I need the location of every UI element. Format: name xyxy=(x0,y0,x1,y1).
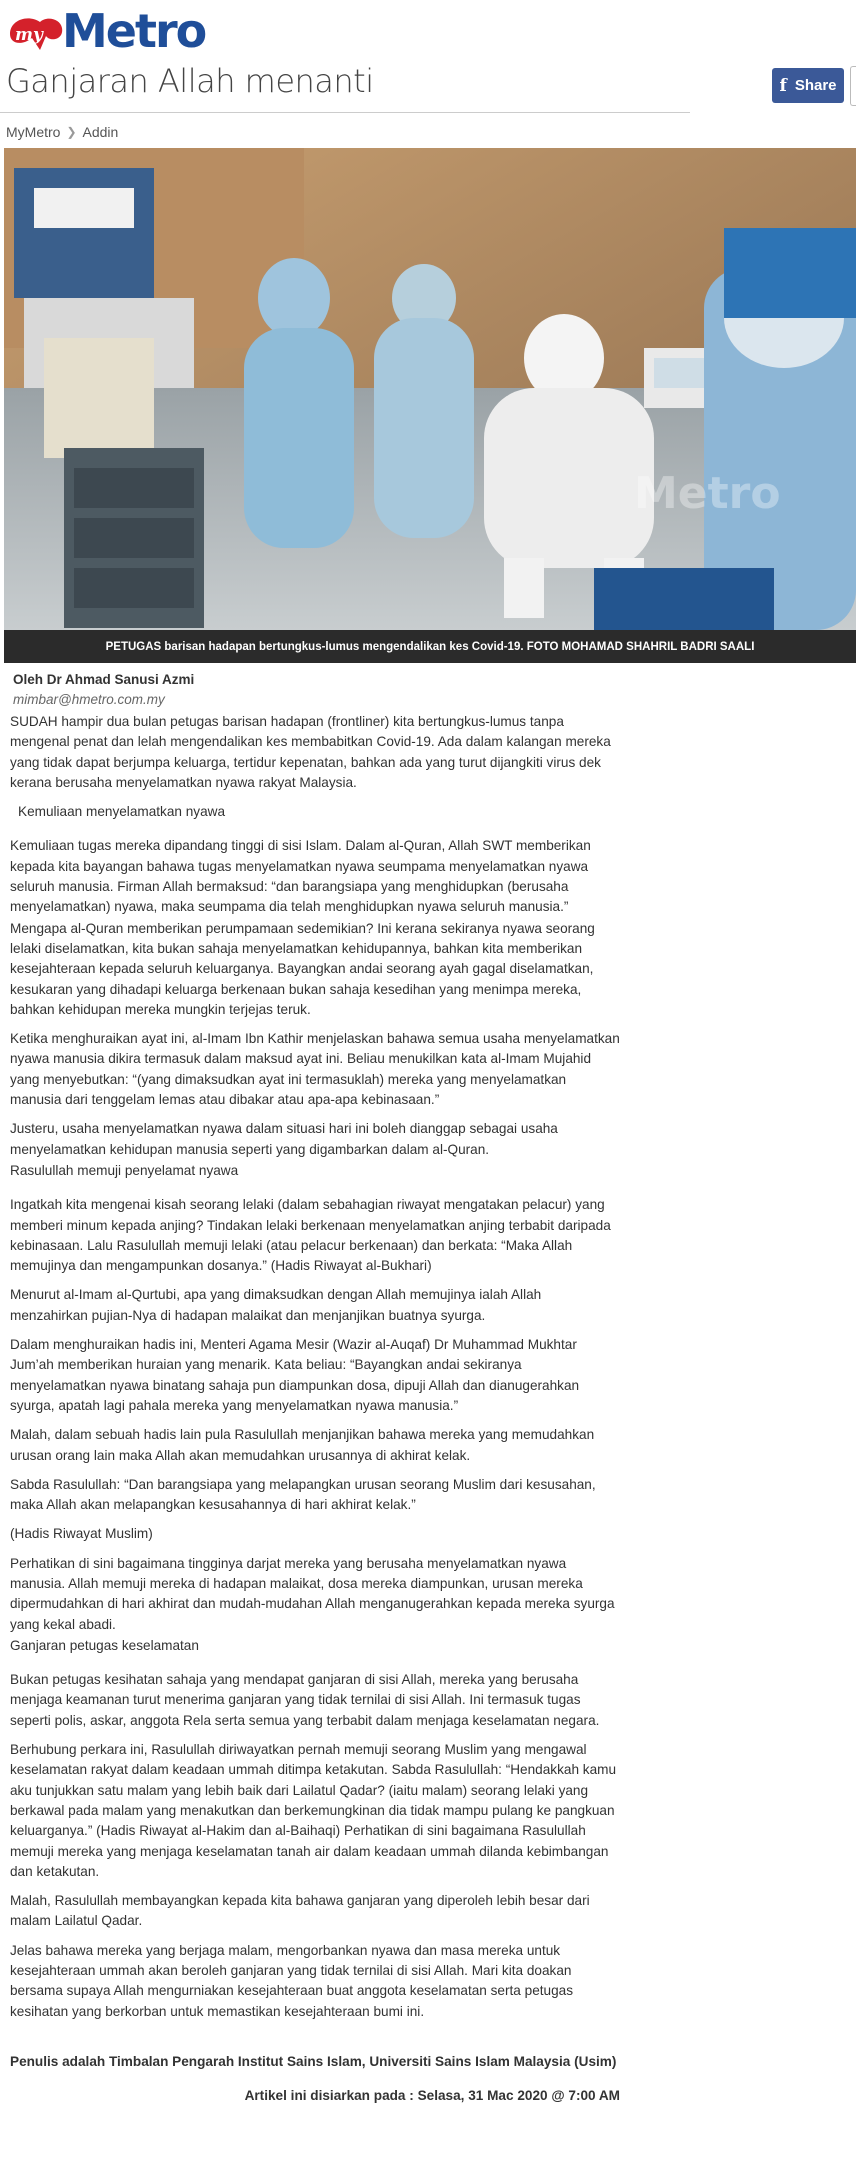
paragraph: Kemuliaan tugas mereka dipandang tinggi di sisi Islam. Dalam al-Quran, Allah SWT memberikan kepada kita bayangan bahawa tugas menyelamatkan nyawa seumpama menyelamatkan nyawa seluruh manusia. Firman Allah bermaksud: “dan barangsiapa yang menghidupkan (berusaha menyelamatkan) nyawa, maka seumpama dia telah menghidupkan nyawa seluruh manusia.” xyxy=(10,838,591,915)
paragraph: Justeru, usaha menyelamatkan nyawa dalam situasi hari ini boleh dianggap sebagai usaha menyelamatkan kehidupan manusia seperti yang digambarkan dalam al-Quran. xyxy=(10,1121,558,1157)
article-title: Ganjaran Allah menanti xyxy=(6,62,374,100)
chevron-right-icon: ❯ xyxy=(66,125,77,139)
logo-name: Metro xyxy=(62,4,206,58)
article-body xyxy=(10,670,620,2103)
facebook-icon: f xyxy=(779,75,787,96)
paragraph: Dalam menghuraikan hadis ini, Menteri Agama Mesir (Wazir al-Auqaf) Dr Muhammad Mukhtar Jum’ah memberikan huraian yang menarik. Kata beliau: “Bayangkan andai sekiranya menyelamatkan nyawa binatang sahaja pun diampunkan dosa, dipuji Allah dan dianugerahkan syurga, apatah lagi pahala mereka yang menyelamatkan nyawa manusia.” xyxy=(10,1337,580,1413)
breadcrumb-home[interactable]: MyMetro xyxy=(6,124,61,140)
paragraph: Menurut al-Imam al-Qurtubi, apa yang dimaksudkan dengan Allah memujinya ialah Allah menzahirkan pujian-Nya di hadapan malaikat dan menjanjikan buatnya syurga. xyxy=(10,1287,542,1323)
more-share-button[interactable] xyxy=(850,66,856,106)
paragraph: Malah, dalam sebuah hadis lain pula Rasulullah menjanjikan bahawa mereka yang memudahkan urusan orang lain maka Allah akan memudahkan urusannya di akhirat kelak. xyxy=(10,1427,595,1463)
photo-watermark: Metro xyxy=(634,468,781,519)
mymetro-logo[interactable] xyxy=(6,6,205,56)
paragraph: Malah, Rasulullah membayangkan kepada kita bahawa ganjaran yang diperoleh lebih besar dari malam Lailatul Qadar. xyxy=(10,1893,590,1929)
paragraph: Berhubung perkara ini, Rasulullah diriwayatkan pernah memuji seorang Muslim yang mengawal keselamatan rakyat dalam keadaan ummah ditimpa ketakutan. Sabda Rasulullah: “Hendakkah kamu aku tunjukkan satu malam yang lebih baik dari Lailatul Qadar? (iaitu malam) seorang lelaki yang berkawal pada malam yang menakutkan dan berkemungkinan dia tidak mampu pulang ke pangkuan keluarganya.” (Hadis Riwayat al-Hakim dan al-Baihaqi) Perhatikan di sini bagaimana Rasulullah memuji mereka yang menjaga keselamatan tanah air dalam keadaan ummah dilanda kebimbangan dan ketakutan. xyxy=(10,1742,617,1879)
my-badge-icon xyxy=(6,12,66,56)
title-divider xyxy=(0,112,690,113)
subheading: Ganjaran petugas keselamatan xyxy=(10,1637,199,1653)
author-email: mimbar@hmetro.com.my xyxy=(13,692,165,707)
article-photo xyxy=(4,148,856,630)
subheading: Kemuliaan menyelamatkan nyawa xyxy=(18,804,226,820)
logo-prefix: my xyxy=(15,25,43,45)
writer-note: Penulis adalah Timbalan Pengarah Institut Sains Islam, Universiti Sains Islam Malaysia (Usim) xyxy=(10,2053,617,2069)
paragraph: Bukan petugas kesihatan sahaja yang mendapat ganjaran di sisi Allah, mereka yang berusaha menjaga keamanan turut menerima ganjaran yang tidak ternilai di sisi Allah. Ini termasuk tugas seperti polis, askar, anggota Rela serta semua yang terbabit dalam menjaga keselamatan negara. xyxy=(10,1672,600,1728)
publish-date: Artikel ini disiarkan pada : Selasa, 31 Mac 2020 @ 7:00 AM xyxy=(244,2088,620,2104)
paragraph: SUDAH hampir dua bulan petugas barisan hadapan (frontliner) kita bertungkus-lumus tanpa mengenal penat dan lelah mengendalikan kes membabitkan Covid-19. Ada dalam kalangan mereka yang tidak dapat berjumpa keluarga, tertidur kepenatan, bahkan ada yang turut dijangkiti virus dek kerana berusaha menyelamatkan nyawa rakyat Malaysia. xyxy=(10,714,611,790)
paragraph: Perhatikan di sini bagaimana tingginya darjat mereka yang berusaha menyelamatkan nyawa manusia. Allah memuji mereka di hadapan malaikat, dosa mereka diampunkan, urusan mereka dipermudahkan di hari akhirat dan mudah-mudahan Allah menganugerahkan kepada mereka syurga yang kekal abadi. xyxy=(10,1555,615,1632)
facebook-share-button[interactable] xyxy=(772,68,844,103)
paragraph: Sabda Rasulullah: “Dan barangsiapa yang melapangkan urusan seorang Muslim dari kesusahan, maka Allah akan melapangkan kesusahannya di hari akhirat kelak.” xyxy=(10,1476,596,1513)
site-header xyxy=(0,0,856,60)
author-name: Oleh Dr Ahmad Sanusi Azmi xyxy=(13,672,195,687)
subheading: Rasulullah memuji penyelamat nyawa xyxy=(10,1162,239,1178)
paragraph: Jelas bahawa mereka yang berjaga malam, mengorbankan nyawa dan masa mereka untuk kesejahteraan ummah akan beroleh ganjaran yang tidak ternilai di sisi Allah. Mari kita doakan bersama supaya Allah mengurniakan kesejahteraan buat anggota keselamatan serta petugas kesihatan yang berkorban untuk memastikan kesejahteraan bumi ini. xyxy=(10,1942,574,2019)
paragraph: Ketika menghuraikan ayat ini, al-Imam Ibn Kathir menjelaskan bahawa semua usaha menyelamatkan nyawa manusia dikira termasuk dalam maksud ayat ini. Beliau menukilkan kata al-Imam Mujahid yang menyebutkan: “(yang dimaksudkan ayat ini termasuklah) mereka yang menyelamatkan manusia dari tenggelam lemas atau dibakar atau apa-apa kebinasaan.” xyxy=(10,1031,620,1108)
paragraph: Ingatkah kita mengenai kisah seorang lelaki (dalam sebahagian riwayat mengatakan pelacur) yang memberi minum kepada anjing? Tindakan lelaki berkenaan menyelamatkan anjing terbabit daripada kebinasaan. Lalu Rasulullah memuji lelaki (atau pelacur berkenaan) dan berkata: “Maka Allah memujinya dan mengampunkan dosanya.” (Hadis Riwayat al-Bukhari) xyxy=(10,1197,611,1274)
paragraph: (Hadis Riwayat Muslim) xyxy=(10,1526,153,1542)
share-label: Share xyxy=(794,77,837,94)
breadcrumb-section[interactable]: Addin xyxy=(82,124,119,140)
photo-illustration xyxy=(4,148,856,630)
paragraph: Mengapa al-Quran memberikan perumpamaan sedemikian? Ini kerana sekiranya nyawa seorang lelaki diselamatkan, kita bukan sahaja menyelamatkan kehidupannya, bahkan kita memberikan kesejahteraan kepada seluruh keluarganya. Bayangkan andai seorang ayah gagal diselamatkan, kesukaran yang dihadapi keluarga berkenaan bukan sahaja kesedihan yang menimpa mereka, bahkan kehidupan mereka mungkin terjejas teruk. xyxy=(10,920,595,1017)
photo-caption: PETUGAS barisan hadapan bertungkus-lumus mengendalikan kes Covid-19. FOTO MOHAMAD SHAHRIL BADRI SAALI xyxy=(4,630,856,663)
breadcrumb xyxy=(6,124,118,140)
